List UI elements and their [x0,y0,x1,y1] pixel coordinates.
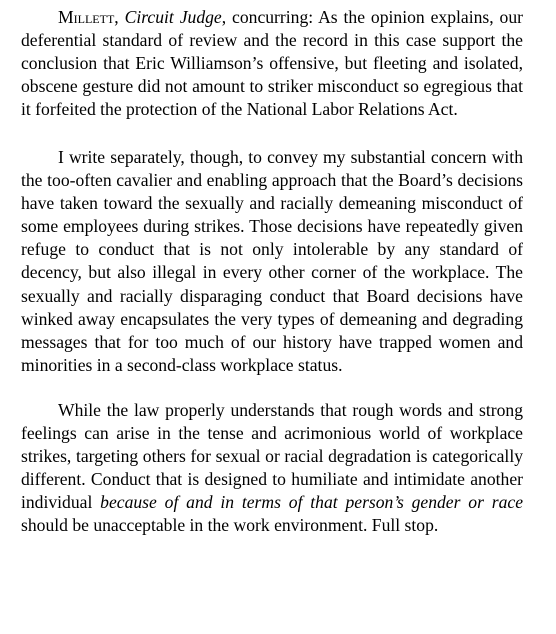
paragraph-3-text-after: should be unacceptable in the work environment. Full stop. [21,514,439,535]
paragraph-3-text-before: While the law properly understands that rough words and strong feelings can arise in the tense and acrimonious world of workplace strikes, targeting others for sexual or racial degradation is categorically different. Conduct that is designed to humiliate and intimidate another individual [21,399,523,512]
opinion-body [21,6,523,559]
paragraph-2: I write separately, though, to convey my substantial concern with the too-often cavalier and enabling approach that the Board’s decisions have taken toward the sexually and racially demeaning misconduct of some employees during strikes. Those decisions have repeatedly given refuge to conduct that is not only intolerable by any standard of decency, but also illegal in every other corner of the workplace. The sexually and racially disparaging conduct that Board decisions have winked away encapsulates the very types of demeaning and degrading messages that for too much of our history have trapped women and minorities in a second-class workplace status. [21,147,523,375]
judge-name-comma: , [114,7,125,27]
judge-name: Millett [58,7,115,27]
paragraph-1 [21,6,523,121]
judge-title: Circuit Judge [124,7,222,27]
paragraph-3-italic-phrase: because of and in terms of that person’s gender or race [100,491,523,512]
concurring-label: , concurring: [221,7,314,27]
paragraph-1-text: As the opinion explains, our deferential standard of review and the record in this case support the conclusion that Eric Williamson’s offensive, but fleeting and isolated, obscene gesture did not amount to striker misconduct so egregious that it forfeited the protection of the National Labor Relations Act. [21,7,523,120]
paragraph-3 [21,399,523,537]
